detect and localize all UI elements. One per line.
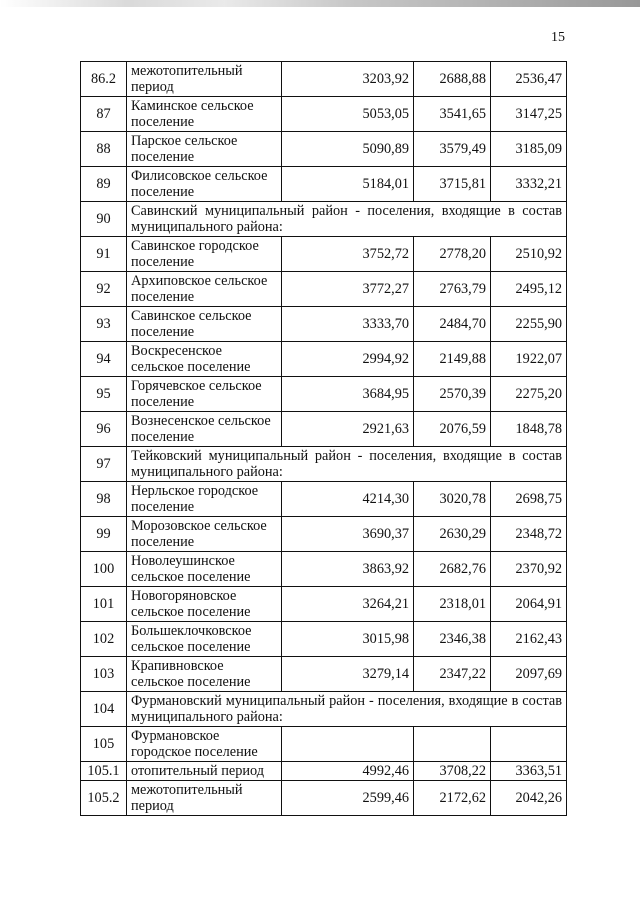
table-row [81, 272, 567, 307]
row-number: 100 [81, 552, 127, 587]
settlement-name: межотопительный период [127, 781, 282, 816]
settlement-name: Парское сельское поселение [127, 132, 282, 167]
row-number: 105 [81, 727, 127, 762]
row-number: 94 [81, 342, 127, 377]
section-heading: Тейковский муниципальный район - поселения, входящие в состав муниципального района: [127, 447, 567, 482]
settlement-name: Крапивновское сельское поселение [127, 657, 282, 692]
value-cell-2 [414, 727, 491, 762]
settlement-name: Фурмановское городское поселение [127, 727, 282, 762]
value-cell-3: 3363,51 [491, 762, 567, 781]
row-number: 92 [81, 272, 127, 307]
tariff-table [80, 61, 567, 816]
row-number: 91 [81, 237, 127, 272]
table-row [81, 762, 567, 781]
page-number: 15 [551, 30, 565, 45]
table-row [81, 482, 567, 517]
settlement-name: межотопительный период [127, 62, 282, 97]
value-cell-1: 3203,92 [282, 62, 414, 97]
value-cell-2: 2484,70 [414, 307, 491, 342]
value-cell-2: 2778,20 [414, 237, 491, 272]
table-row [81, 377, 567, 412]
value-cell-1: 2994,92 [282, 342, 414, 377]
table-row [81, 412, 567, 447]
value-cell-2: 2149,88 [414, 342, 491, 377]
value-cell-1: 3752,72 [282, 237, 414, 272]
table-row [81, 342, 567, 377]
row-number: 95 [81, 377, 127, 412]
table-row [81, 307, 567, 342]
settlement-name: Архиповское сельское поселение [127, 272, 282, 307]
row-number: 102 [81, 622, 127, 657]
table-row [81, 587, 567, 622]
value-cell-2: 2172,62 [414, 781, 491, 816]
value-cell-1: 3279,14 [282, 657, 414, 692]
table-row [81, 781, 567, 816]
value-cell-2: 2688,88 [414, 62, 491, 97]
settlement-name: Новолеушинское сельское поселение [127, 552, 282, 587]
settlement-name: Савинское городское поселение [127, 237, 282, 272]
row-number: 88 [81, 132, 127, 167]
value-cell-1: 2599,46 [282, 781, 414, 816]
value-cell-3: 2536,47 [491, 62, 567, 97]
section-heading: Фурмановский муниципальный район - поселения, входящие в состав муниципального района: [127, 692, 567, 727]
row-number: 98 [81, 482, 127, 517]
value-cell-3: 2370,92 [491, 552, 567, 587]
value-cell-1: 4214,30 [282, 482, 414, 517]
table-row [81, 727, 567, 762]
value-cell-1: 5184,01 [282, 167, 414, 202]
section-heading: Савинский муниципальный район - поселения, входящие в состав муниципального района: [127, 202, 567, 237]
row-number: 97 [81, 447, 127, 482]
value-cell-3: 2510,92 [491, 237, 567, 272]
row-number: 90 [81, 202, 127, 237]
settlement-name: Каминское сельское поселение [127, 97, 282, 132]
row-number: 105.2 [81, 781, 127, 816]
table-row [81, 657, 567, 692]
value-cell-2: 3715,81 [414, 167, 491, 202]
value-cell-3: 2255,90 [491, 307, 567, 342]
settlement-name: Филисовское сельское поселение [127, 167, 282, 202]
value-cell-3: 3332,21 [491, 167, 567, 202]
value-cell-2: 3708,22 [414, 762, 491, 781]
value-cell-1: 3264,21 [282, 587, 414, 622]
value-cell-3: 1922,07 [491, 342, 567, 377]
value-cell-2: 2076,59 [414, 412, 491, 447]
value-cell-3: 2064,91 [491, 587, 567, 622]
table-body [81, 62, 567, 816]
value-cell-3: 2162,43 [491, 622, 567, 657]
value-cell-3: 2698,75 [491, 482, 567, 517]
value-cell-1: 5090,89 [282, 132, 414, 167]
table-row [81, 132, 567, 167]
table-row [81, 552, 567, 587]
value-cell-1: 2921,63 [282, 412, 414, 447]
settlement-name: Вознесенское сельское поселение [127, 412, 282, 447]
settlement-name: Новогоряновское сельское поселение [127, 587, 282, 622]
value-cell-2: 2630,29 [414, 517, 491, 552]
row-number: 89 [81, 167, 127, 202]
settlement-name: Морозовское сельское поселение [127, 517, 282, 552]
row-number: 101 [81, 587, 127, 622]
settlement-name: Воскресенское сельское поселение [127, 342, 282, 377]
value-cell-2: 3020,78 [414, 482, 491, 517]
scan-edge-artifact [0, 0, 640, 7]
value-cell-1: 3690,37 [282, 517, 414, 552]
row-number: 99 [81, 517, 127, 552]
settlement-name: Савинское сельское поселение [127, 307, 282, 342]
settlement-name: Большеклочковское сельское поселение [127, 622, 282, 657]
settlement-name: Горячевское сельское поселение [127, 377, 282, 412]
section-row [81, 692, 567, 727]
value-cell-3: 3185,09 [491, 132, 567, 167]
row-number: 86.2 [81, 62, 127, 97]
row-number: 93 [81, 307, 127, 342]
value-cell-1 [282, 727, 414, 762]
value-cell-1: 3015,98 [282, 622, 414, 657]
value-cell-1: 5053,05 [282, 97, 414, 132]
value-cell-3 [491, 727, 567, 762]
value-cell-3: 1848,78 [491, 412, 567, 447]
value-cell-3: 2348,72 [491, 517, 567, 552]
value-cell-3: 3147,25 [491, 97, 567, 132]
row-number: 96 [81, 412, 127, 447]
value-cell-1: 3772,27 [282, 272, 414, 307]
value-cell-3: 2042,26 [491, 781, 567, 816]
value-cell-1: 3863,92 [282, 552, 414, 587]
value-cell-2: 3541,65 [414, 97, 491, 132]
row-number: 105.1 [81, 762, 127, 781]
table-row [81, 622, 567, 657]
value-cell-1: 4992,46 [282, 762, 414, 781]
value-cell-2: 2318,01 [414, 587, 491, 622]
table-row [81, 237, 567, 272]
value-cell-1: 3333,70 [282, 307, 414, 342]
row-number: 103 [81, 657, 127, 692]
value-cell-2: 2347,22 [414, 657, 491, 692]
value-cell-2: 2570,39 [414, 377, 491, 412]
table-row [81, 167, 567, 202]
value-cell-2: 2346,38 [414, 622, 491, 657]
section-row [81, 202, 567, 237]
table-row [81, 517, 567, 552]
table-row [81, 97, 567, 132]
settlement-name: Нерльское городское поселение [127, 482, 282, 517]
value-cell-1: 3684,95 [282, 377, 414, 412]
value-cell-3: 2275,20 [491, 377, 567, 412]
row-number: 87 [81, 97, 127, 132]
value-cell-2: 2682,76 [414, 552, 491, 587]
section-row [81, 447, 567, 482]
table-row [81, 62, 567, 97]
value-cell-2: 3579,49 [414, 132, 491, 167]
value-cell-2: 2763,79 [414, 272, 491, 307]
row-number: 104 [81, 692, 127, 727]
value-cell-3: 2495,12 [491, 272, 567, 307]
settlement-name: отопительный период [127, 762, 282, 781]
value-cell-3: 2097,69 [491, 657, 567, 692]
